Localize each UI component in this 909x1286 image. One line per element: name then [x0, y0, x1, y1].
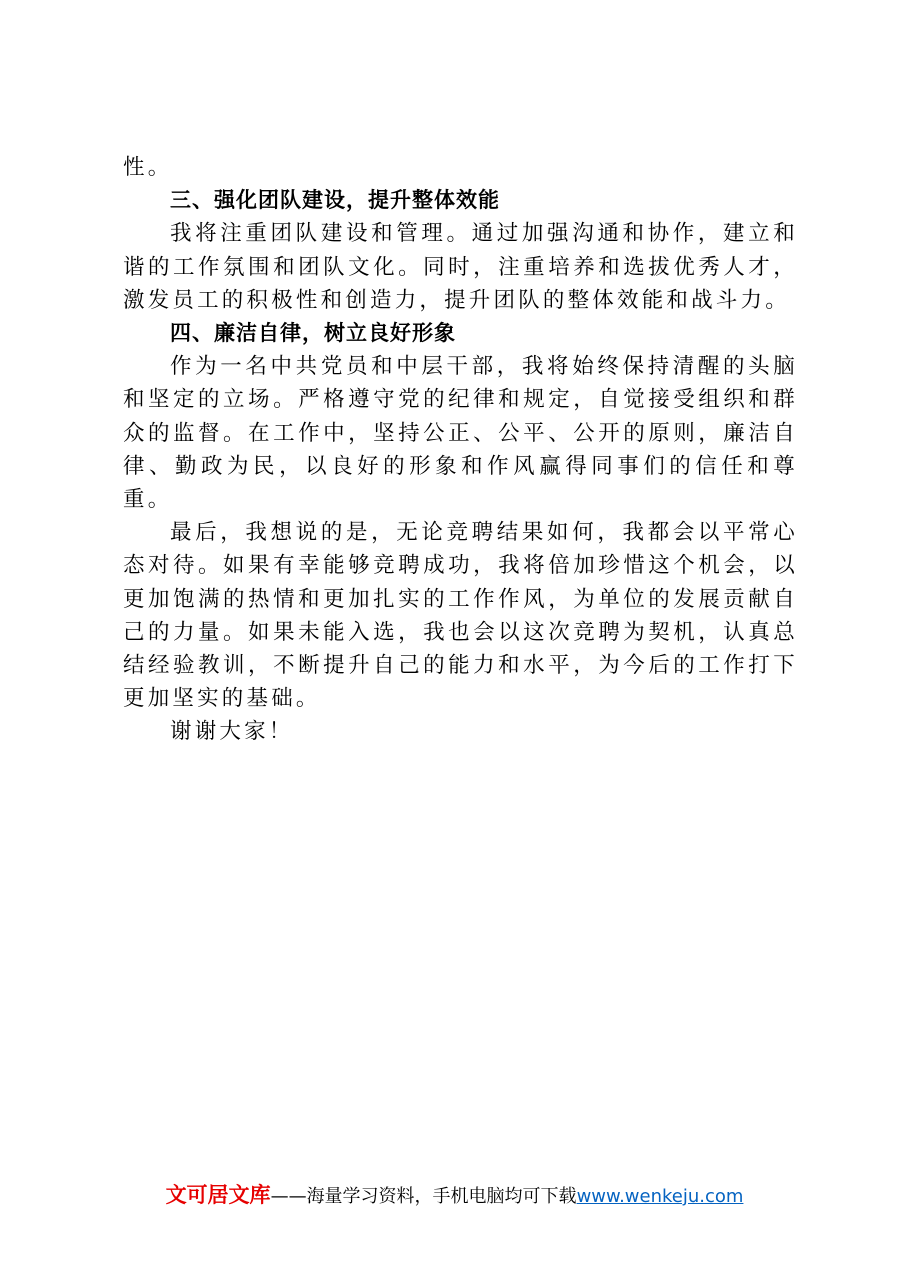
section-body-team: 我将注重团队建设和管理。通过加强沟通和协作，建立和谐的工作氛围和团队文化。同时，注重培养和选拔优秀人才，激发员工的积极性和创造力，提升团队的整体效能和战斗力。 — [123, 221, 798, 313]
thanks-text: 谢谢大家！ — [170, 719, 294, 745]
document-body — [123, 151, 798, 749]
footer-tagline: ——海量学习资料，手机电脑均可下载 — [270, 1186, 577, 1207]
section-heading-team: 三、强化团队建设，提升整体效能 — [170, 188, 500, 213]
section-heading-integrity: 四、廉洁自律，树立良好形象 — [170, 321, 456, 346]
footer-link[interactable]: www.wenkeju.com — [576, 1186, 744, 1207]
continuation-text: 性。 — [123, 155, 173, 180]
section-body-integrity: 作为一名中共党员和中层干部，我将始终保持清醒的头脑和坚定的立场。严格遵守党的纪律和规定，自觉接受组织和群众的监督。在工作中，坚持公正、公平、公开的原则，廉洁自律、勤政为民，以良好的形象和作风赢得同事们的信任和尊重。 — [123, 354, 798, 513]
footer-brand: 文可居文库 — [165, 1183, 271, 1207]
footer-banner — [0, 1181, 909, 1211]
closing-paragraph: 最后，我想说的是，无论竞聘结果如何，我都会以平常心态对待。如果有幸能够竞聘成功，我将倍加珍惜这个机会，以更加饱满的热情和更加扎实的工作作风，为单位的发展贡献自己的力量。如果未能入选，我也会以这次竞聘为契机，认真总结经验教训，不断提升自己的能力和水平，为今后的工作打下更加坚实的基础。 — [123, 520, 798, 712]
